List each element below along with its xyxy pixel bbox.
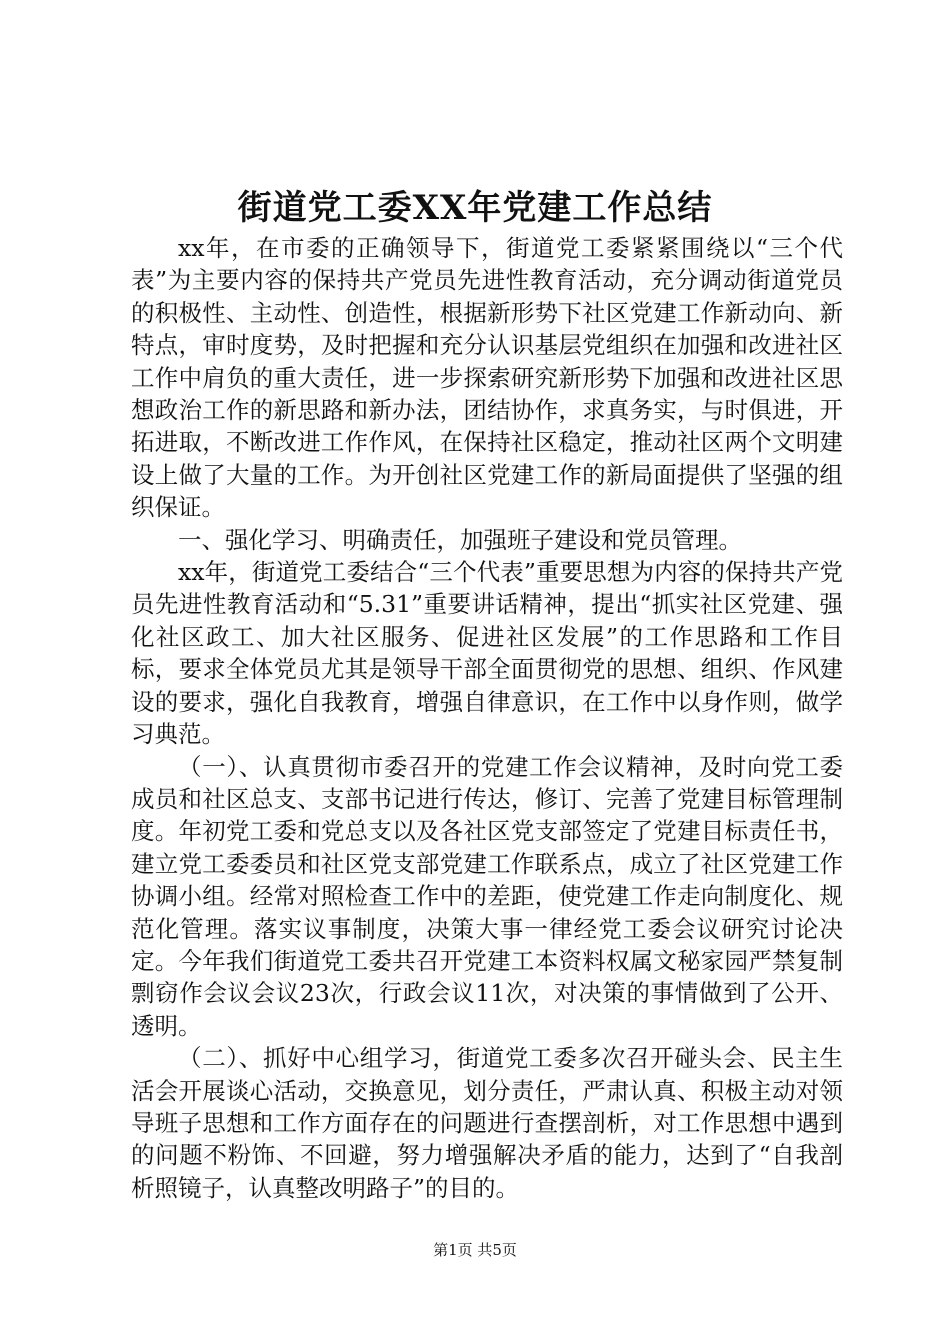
paragraph-subsection-2: （二）、抓好中心组学习，街道党工委多次召开碰头会、民主生活会开展谈心活动，交换意见，划分责任，严肃认真、积极主动对领导班子思想和工作方面存在的问题进行查摆剖析，对工作思想中遇到的问题不粉饰、不回避，努力增强解决矛盾的能力，达到了“自我剖析照镜子，认真整改明路子”的目的。 [131, 1044, 843, 1202]
document-title: 街道党工委XX年党建工作总结 [237, 188, 713, 228]
paragraph-section-1: xx年，街道党工委结合“三个代表”重要思想为内容的保持共产党员先进性教育活动和“5.31”重要讲话精神，提出“抓实社区党建、强化社区政工、加大社区服务、促进社区发展”的工作思路和工作目标，要求全体党员尤其是领导干部全面贯彻党的思想、组织、作风建设的要求，强化自我教育，增强自律意识，在工作中以身作则，做学习典范。 [131, 558, 843, 749]
page-footer: 第1页 共5页 [433, 1241, 517, 1259]
paragraph-intro: xx年，在市委的正确领导下，街道党工委紧紧围绕以“三个代表”为主要内容的保持共产党员先进性教育活动，充分调动街道党员的积极性、主动性、创造性，根据新形势下社区党建工作新动向、新特点，审时度势，及时把握和充分认识基层党组织在加强和改进社区工作中肩负的重大责任，进一步探索研究新形势下加强和改进社区思想政治工作的新思路和新办法，团结协作，求真务实，与时俱进，开拓进取，不断改进工作作风，在保持社区稳定，推动社区两个文明建设上做了大量的工作。为开创社区党建工作的新局面提供了坚强的组织保证。 [131, 234, 843, 522]
section-heading-1: 一、强化学习、明确责任，加强班子建设和党员管理。 [178, 525, 742, 554]
paragraph-subsection-1: （一）、认真贯彻市委召开的党建工作会议精神，及时向党工委成员和社区总支、支部书记进行传达，修订、完善了党建目标管理制度。年初党工委和党总支以及各社区党支部签定了党建目标责任书，建立党工委委员和社区党支部党建工作联系点，成立了社区党建工作协调小组。经常对照检查工作中的差距，使党建工作走向制度化、规范化管理。落实议事制度，决策大事一律经党工委会议研究讨论决定。今年我们街道党工委共召开党建工本资料权属文秘家园严禁复制剽窃作会议会议23次，行政会议11次，对决策的事情做到了公开、透明。 [131, 752, 843, 1040]
document-body [131, 232, 843, 1204]
